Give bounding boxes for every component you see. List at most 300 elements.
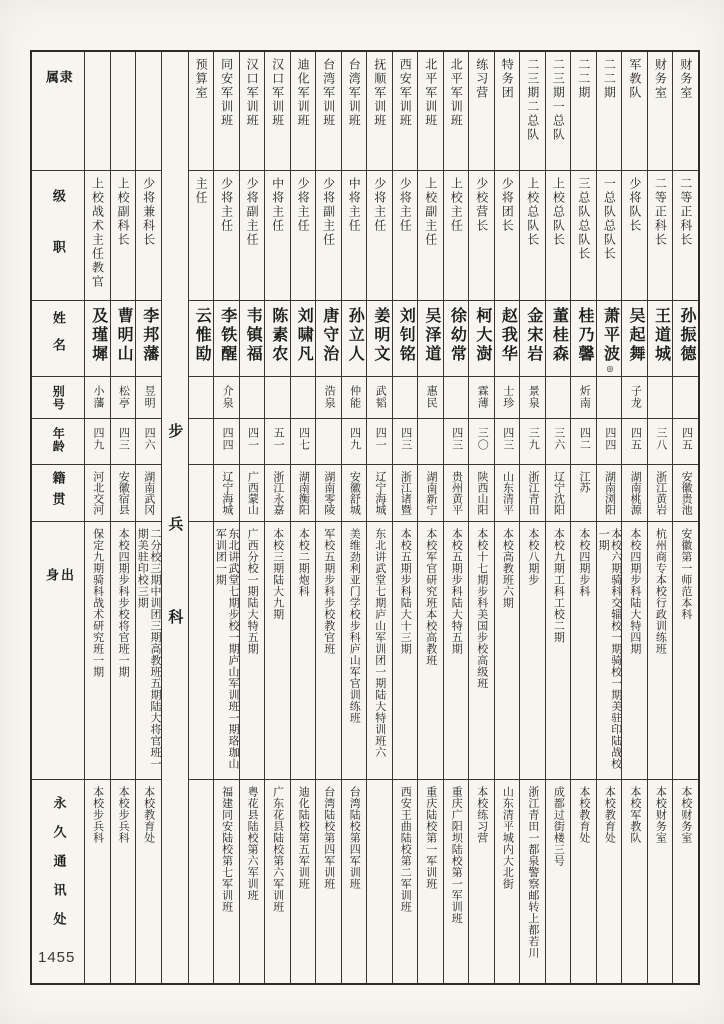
cell-age [316,418,341,464]
name-value: 孙立人 [346,307,364,364]
cell-alias [265,376,290,418]
cell-affiliation [495,52,520,170]
cell-alias [214,376,239,418]
native_place-value: 湖南衡阳 [297,471,310,515]
cell-rank [240,170,265,300]
cell-age [673,418,698,464]
alias-value: 景泉 [527,385,540,409]
name-value: 王道城 [652,307,670,364]
cell-native_place [189,464,214,521]
alias-value: 武韬 [374,385,387,409]
cell-rank [136,170,161,300]
name-value: 云惟劻 [193,307,211,364]
cell-native_place [240,464,265,521]
personnel-roster-table [30,50,700,985]
cell-name [265,300,290,376]
affiliation-value: 军教队 [627,58,642,100]
name-value: 曹明山 [115,307,133,364]
rank-value: 上校主任 [449,177,464,233]
alias-value: 浩泉 [323,385,336,409]
alias-value: 炘南 [578,385,591,409]
cell-affiliation [418,52,443,170]
cell-contact [495,779,520,983]
affiliation-value: 北平军训班 [423,58,438,128]
cell-name [571,300,596,376]
cell-name [316,300,341,376]
cell-alias [571,376,596,418]
contact-value: 本校教育处 [142,786,155,844]
cell-background [673,521,698,779]
cell-age [111,418,136,464]
cell-alias [393,376,418,418]
person-column-14 [315,52,341,983]
cell-contact [469,779,494,983]
cell-age [214,418,239,464]
cell-alias [111,376,136,418]
cell-contact [85,779,110,983]
cell-name [342,300,367,376]
cell-age [189,418,214,464]
cell-background [622,521,647,779]
background-value: 本校三期陆大九期 [271,528,284,620]
cell-age [265,418,290,464]
rank-value: 主任 [194,177,209,205]
affiliation-value: 西安军训班 [398,58,413,128]
contact-value: 浙江青田一都泉警察邮转上都若川 [526,786,539,959]
cell-name [111,300,136,376]
section-label [162,52,188,983]
affiliation-value: 台湾军训班 [321,58,336,128]
name-value: 萧平波◎ [601,307,619,373]
background-value: 本校十七期步科美国步校高级班 [475,528,488,689]
age-value: 三六 [552,427,565,451]
cell-name [189,300,214,376]
cell-native_place [393,464,418,521]
affiliation-value: 台湾军训班 [347,58,362,128]
cell-rank [495,170,520,300]
cell-rank [342,170,367,300]
cell-affiliation [240,52,265,170]
age-value: 四三 [117,427,130,451]
affiliation-value: 预算室 [194,58,209,100]
cell-affiliation [597,52,622,170]
cell-background [444,521,469,779]
row-header-label: 隶属 [44,70,73,121]
name-value: 刘啸凡 [295,307,313,364]
cell-affiliation [111,52,136,170]
rank-value: 一总队总队长 [602,177,617,261]
age-value: 三〇 [476,427,489,451]
cell-contact [622,779,647,983]
cell-affiliation [648,52,673,170]
cell-rank [622,170,647,300]
cell-rank [189,170,214,300]
contact-value: 迪化陆校第五军训班 [297,786,310,890]
person-column-10 [417,52,443,983]
cell-affiliation [291,52,316,170]
age-value: 四三 [399,427,412,451]
background-value: 安徽第一师范本科 [679,528,692,620]
affiliation-value: 二三期一总队 [551,58,566,142]
cell-age [342,418,367,464]
cell-alias [85,376,110,418]
contact-value: 本校军教队 [628,786,641,844]
person-column-13 [341,52,367,983]
cell-native_place [342,464,367,521]
cell-contact [393,779,418,983]
rank-value: 上校总队长 [525,177,540,247]
affiliation-value: 二二期 [602,58,617,100]
background-value: 东北讲武堂七期步校一期庐山军训班一期珞珈山军训团一期 [214,528,239,770]
cell-contact [316,779,341,983]
cell-background [418,521,443,779]
cell-background [291,521,316,779]
native_place-value: 安徽舒城 [348,471,361,515]
cell-alias [316,376,341,418]
age-value: 四二 [578,427,591,451]
cell-native_place [648,464,673,521]
native_place-value: 浙江诸暨 [399,471,412,515]
cell-native_place [265,464,290,521]
contact-value: 广东花县陆校第六军训班 [271,786,284,913]
cell-age [622,418,647,464]
age-value: 三九 [527,427,540,451]
cell-native_place [111,464,136,521]
cell-background [648,521,673,779]
name-value: 陈素农 [269,307,287,364]
cell-rank [316,170,341,300]
cell-age [240,418,265,464]
rank-value: 上校副主任 [423,177,438,247]
cell-name [240,300,265,376]
name-value: 韦镇福 [244,307,262,364]
cell-affiliation [622,52,647,170]
name-value: 吴起舞 [626,307,644,364]
age-value: 四三 [501,427,514,451]
background-value: 二分校三期中训团三期高教班五期陆大将官班一期美驻印校三期 [136,528,161,770]
rank-value: 少将主任 [219,177,234,233]
cell-native_place [597,464,622,521]
native_place-value: 江苏 [578,471,591,493]
contact-value: 台湾陆校第四军训班 [322,786,335,890]
age-value: 四四 [221,427,234,451]
cell-rank [571,170,596,300]
cell-name [444,300,469,376]
background-value: 保定九期骑科战术研究班一期 [91,528,104,678]
contact-value: 本校教育处 [603,786,616,844]
cell-native_place [367,464,392,521]
person-column-16 [264,52,290,983]
name-value: 唐守治 [320,307,338,364]
cell-contact [291,779,316,983]
rank-value: 上校战术主任教官 [90,177,105,289]
cell-native_place [291,464,316,521]
background-value: 本校八期步 [526,528,539,586]
cell-native_place [520,464,545,521]
cell-age [444,418,469,464]
background-value: 本校四期步科 [577,528,590,597]
contact-value: 重庆广阳坝陆校第一军训班 [450,786,463,924]
cell-rank [648,170,673,300]
alias-value: 仲能 [348,385,361,409]
age-value: 四七 [297,427,310,451]
cell-rank [291,170,316,300]
native_place-value: 浙江青田 [527,471,539,515]
contact-value: 本校练习营 [475,786,488,844]
cell-native_place [622,464,647,521]
cell-name [520,300,545,376]
native_place-value: 辽宁沈阳 [552,471,565,515]
name-annotation-mark: ◎ [605,364,615,373]
background-value: 广西分校一期陆大特五期 [246,528,259,655]
affiliation-value: 汉口军训班 [245,58,260,128]
name-value: 柯大澍 [473,307,491,364]
row-header-rank [32,170,84,300]
row-header-label: 年龄 [51,427,66,453]
cell-native_place [469,464,494,521]
age-value: 四六 [143,427,156,451]
cell-background [393,521,418,779]
cell-background [571,521,596,779]
name-value: 刘钊铭 [397,307,415,364]
cell-contact [367,779,392,983]
name-value: 桂乃馨 [575,307,593,364]
age-value: 四九 [92,427,105,451]
age-value: 四一 [374,427,387,451]
cell-contact [342,779,367,983]
rank-value: 三总队总队长 [576,177,591,261]
affiliation-value: 二二期 [576,58,591,100]
cell-native_place [418,464,443,521]
cell-name [367,300,392,376]
background-value: 美维劲利亚门学校步科庐山军官训练班 [348,528,361,724]
person-column-12 [366,52,392,983]
cell-native_place [495,464,520,521]
affiliation-value: 迪化军训班 [296,58,311,128]
cell-native_place [571,464,596,521]
cell-affiliation [571,52,596,170]
row-header-age [32,418,84,464]
cell-background [367,521,392,779]
person-column-19 [188,52,214,983]
cell-name [214,300,239,376]
cell-alias [444,376,469,418]
cell-name [469,300,494,376]
row-header-label: 籍贯 [50,471,66,513]
cell-background [85,521,110,779]
cell-name [597,300,622,376]
cell-alias [240,376,265,418]
cell-contact [240,779,265,983]
cell-alias [597,376,622,418]
row-header-label: 出身 [44,568,74,701]
cell-affiliation [136,52,161,170]
cell-background [342,521,367,779]
person-column-3 [596,52,622,983]
person-column-1 [647,52,673,983]
cell-native_place [316,464,341,521]
page-number: 1455 [38,949,76,966]
name-value: 李铁醒 [218,307,236,364]
person-column-9 [443,52,469,983]
age-value: 四九 [348,427,361,451]
background-value: 本校四期步科步校将官班一期 [117,528,130,678]
background-value: 本校二期炮科 [297,528,310,597]
cell-age [597,418,622,464]
cell-native_place [85,464,110,521]
affiliation-value: 财务室 [678,58,693,100]
cell-background [495,521,520,779]
native_place-value: 湖南新宁 [424,471,437,515]
person-column-21 [135,52,161,983]
native_place-value: 河北交河 [91,471,104,515]
cell-name [291,300,316,376]
cell-age [291,418,316,464]
rank-value: 少将副主任 [245,177,260,247]
cell-native_place [546,464,571,521]
cell-name [85,300,110,376]
contact-value: 西安王曲陆校第二军训班 [399,786,412,913]
section-column-infantry [161,52,188,983]
cell-name [648,300,673,376]
cell-contact [571,779,596,983]
cell-name [418,300,443,376]
cell-affiliation [673,52,698,170]
cell-rank [265,170,290,300]
cell-alias [418,376,443,418]
alias-value: 小藩 [92,385,105,409]
name-value: 董桂森 [550,307,568,364]
section-label-text: 步兵科 [166,423,184,702]
person-column-8 [468,52,494,983]
age-value: 四四 [603,427,616,451]
contact-value: 粤花县陆校第六军训班 [246,786,259,901]
contact-value: 本校步兵科 [117,786,130,844]
background-value: 军校五期步科步校教官班 [322,528,335,655]
cell-background [597,521,622,779]
cell-native_place [214,464,239,521]
native_place-value: 辽宁海城 [220,471,233,515]
background-value: 本校六期骑科交辎校一期骑校一期美驻印陆战校一期 [597,528,622,770]
cell-rank [673,170,698,300]
cell-age [393,418,418,464]
cell-alias [189,376,214,418]
cell-rank [520,170,545,300]
cell-background [316,521,341,779]
row-header-column [32,52,84,983]
cell-alias [291,376,316,418]
name-value: 孙振德 [678,307,695,364]
background-value: 本校五期步科陆大十三期 [399,528,412,655]
rank-value: 少将团长 [500,177,515,233]
person-column-4 [570,52,596,983]
cell-affiliation [367,52,392,170]
cell-age [418,418,443,464]
cell-contact [597,779,622,983]
native_place-value: 山东清平 [501,471,514,515]
contact-value: 台湾陆校第四军训班 [348,786,361,890]
name-value: 赵我华 [499,307,517,364]
alias-value: 松亭 [117,385,130,409]
affiliation-value: 北平军训班 [449,58,464,128]
cell-affiliation [469,52,494,170]
cell-background [469,521,494,779]
cell-rank [597,170,622,300]
cell-background [520,521,545,779]
cell-name [495,300,520,376]
rank-value: 中将主任 [270,177,285,233]
row-header-label: 姓名 [50,311,66,365]
native_place-value: 湖南浏阳 [603,471,616,515]
name-value: 姜明文 [371,307,389,364]
cell-background [265,521,290,779]
cell-name [622,300,647,376]
cell-background [136,521,161,779]
cell-age [469,418,494,464]
rank-value: 少将主任 [398,177,413,233]
person-column-2 [621,52,647,983]
alias-value: 惠民 [425,385,438,409]
native_place-value: 贵州黄平 [450,471,463,515]
rank-value: 上校副科长 [116,177,131,247]
alias-value: 昱明 [143,385,156,409]
cell-contact [546,779,571,983]
cell-affiliation [214,52,239,170]
affiliation-value: 特务团 [500,58,515,100]
native_place-value: 安徽贵池 [680,471,693,515]
cell-rank [214,170,239,300]
rank-value: 中将主任 [347,177,362,233]
affiliation-value: 汉口军训班 [270,58,285,128]
alias-value: 子龙 [629,385,642,409]
cell-contact [214,779,239,983]
rank-value: 少将主任 [296,177,311,233]
cell-background [240,521,265,779]
cell-affiliation [393,52,418,170]
native_place-value: 浙江黄岩 [654,471,667,515]
cell-affiliation [546,52,571,170]
cell-native_place [673,464,698,521]
cell-contact [673,779,698,983]
age-value: 三八 [654,427,667,451]
cell-background [214,521,239,779]
cell-alias [622,376,647,418]
cell-contact [444,779,469,983]
row-header-affiliation [32,52,84,170]
cell-affiliation [342,52,367,170]
cell-name [393,300,418,376]
native_place-value: 安徽宿县 [117,471,130,515]
cell-contact [189,779,214,983]
native_place-value: 陕西山阳 [475,471,488,515]
person-column-18 [213,52,239,983]
background-value: 本校五期步科陆大特五期 [450,528,463,655]
native_place-value: 湖南武冈 [142,471,155,515]
row-header-label: 级职 [50,189,66,291]
cell-age [367,418,392,464]
rank-value: 少将副主任 [321,177,336,247]
person-column-15 [290,52,316,983]
cell-affiliation [189,52,214,170]
cell-age [495,418,520,464]
cell-rank [546,170,571,300]
person-column-6 [519,52,545,983]
cell-rank [85,170,110,300]
alias-value: 介泉 [221,385,234,409]
contact-value: 本校教育处 [577,786,590,844]
background-value: 本校军官研究班本校高教班 [424,528,437,666]
background-value: 本校四期步科陆大特四期 [628,528,641,655]
